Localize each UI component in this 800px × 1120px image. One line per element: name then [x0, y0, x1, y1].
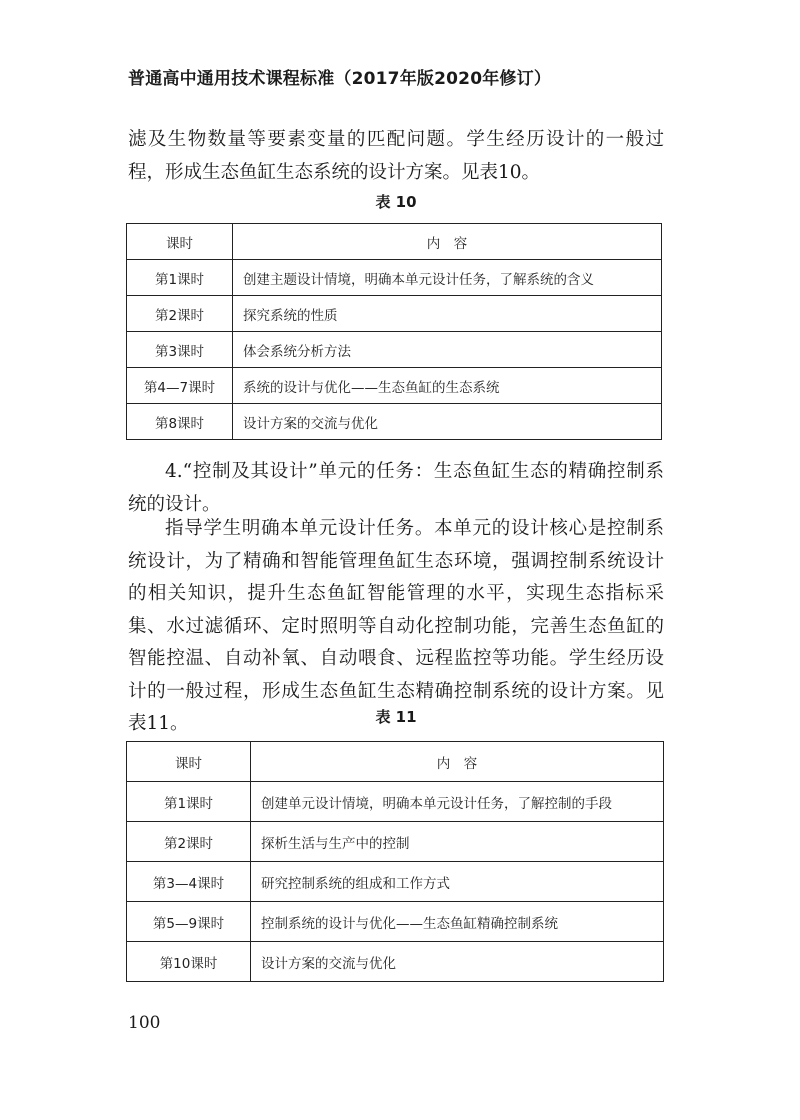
content-cell: 探析生活与生产中的控制 — [251, 822, 664, 862]
column-header-session: 课时 — [127, 742, 251, 782]
table-header-row — [127, 224, 662, 260]
session-cell: 第2课时 — [127, 296, 233, 332]
running-header: 普通高中通用技术课程标准（2017年版2020年修订） — [128, 69, 552, 89]
content-cell: 创建单元设计情境，明确本单元设计任务，了解控制的手段 — [251, 782, 664, 822]
content-cell: 系统的设计与优化——生态鱼缸的生态系统 — [233, 368, 662, 404]
course-schedule-table — [126, 741, 664, 982]
table-row — [127, 902, 664, 942]
content-cell: 控制系统的设计与优化——生态鱼缸精确控制系统 — [251, 902, 664, 942]
content-cell: 体会系统分析方法 — [233, 332, 662, 368]
content-cell: 设计方案的交流与优化 — [233, 404, 662, 440]
table-row — [127, 862, 664, 902]
section-heading-paragraph: 4.“控制及其设计”单元的任务：生态鱼缸生态的精确控制系统的设计。 — [128, 461, 664, 515]
session-cell: 第1课时 — [127, 260, 233, 296]
column-header-session: 课时 — [127, 224, 233, 260]
session-cell: 第3—4课时 — [127, 862, 251, 902]
table-row — [127, 332, 662, 368]
session-cell: 第3课时 — [127, 332, 233, 368]
content-cell: 设计方案的交流与优化 — [251, 942, 664, 982]
body-paragraph: 滤及生物数量等要素变量的匹配问题。学生经历设计的一般过程，形成生态鱼缸生态系统的设计方案。见表10。 — [128, 129, 664, 183]
content-cell: 研究控制系统的组成和工作方式 — [251, 862, 664, 902]
column-header-content: 内 容 — [233, 224, 662, 260]
table-caption: 表 10 — [375, 193, 417, 211]
course-schedule-table — [126, 223, 662, 440]
table-row — [127, 404, 662, 440]
table-row — [127, 368, 662, 404]
page-number: 100 — [128, 1013, 161, 1033]
table-row — [127, 296, 662, 332]
content-cell: 探究系统的性质 — [233, 296, 662, 332]
body-paragraph: 指导学生明确本单元设计任务。本单元的设计核心是控制系统设计，为了精确和智能管理鱼缸生态环境，强调控制系统设计的相关知识，提升生态鱼缸智能管理的水平，实现生态指标采集、水过滤循环、定时照明等自动化控制功能，完善生态鱼缸的智能控温、自动补氧、自动喂食、远程监控等功能。学生经历设计的一般过程，形成生态鱼缸生态精确控制系统的设计方案。见表11。 — [128, 518, 664, 734]
table-row — [127, 782, 664, 822]
table-row — [127, 822, 664, 862]
column-header-content: 内 容 — [251, 742, 664, 782]
session-cell: 第10课时 — [127, 942, 251, 982]
table-row — [127, 942, 664, 982]
table-row — [127, 260, 662, 296]
session-cell: 第5—9课时 — [127, 902, 251, 942]
table-header-row — [127, 742, 664, 782]
content-cell: 创建主题设计情境，明确本单元设计任务，了解系统的含义 — [233, 260, 662, 296]
session-cell: 第4—7课时 — [127, 368, 233, 404]
session-cell: 第1课时 — [127, 782, 251, 822]
session-cell: 第2课时 — [127, 822, 251, 862]
table-caption: 表 11 — [375, 708, 417, 726]
session-cell: 第8课时 — [127, 404, 233, 440]
